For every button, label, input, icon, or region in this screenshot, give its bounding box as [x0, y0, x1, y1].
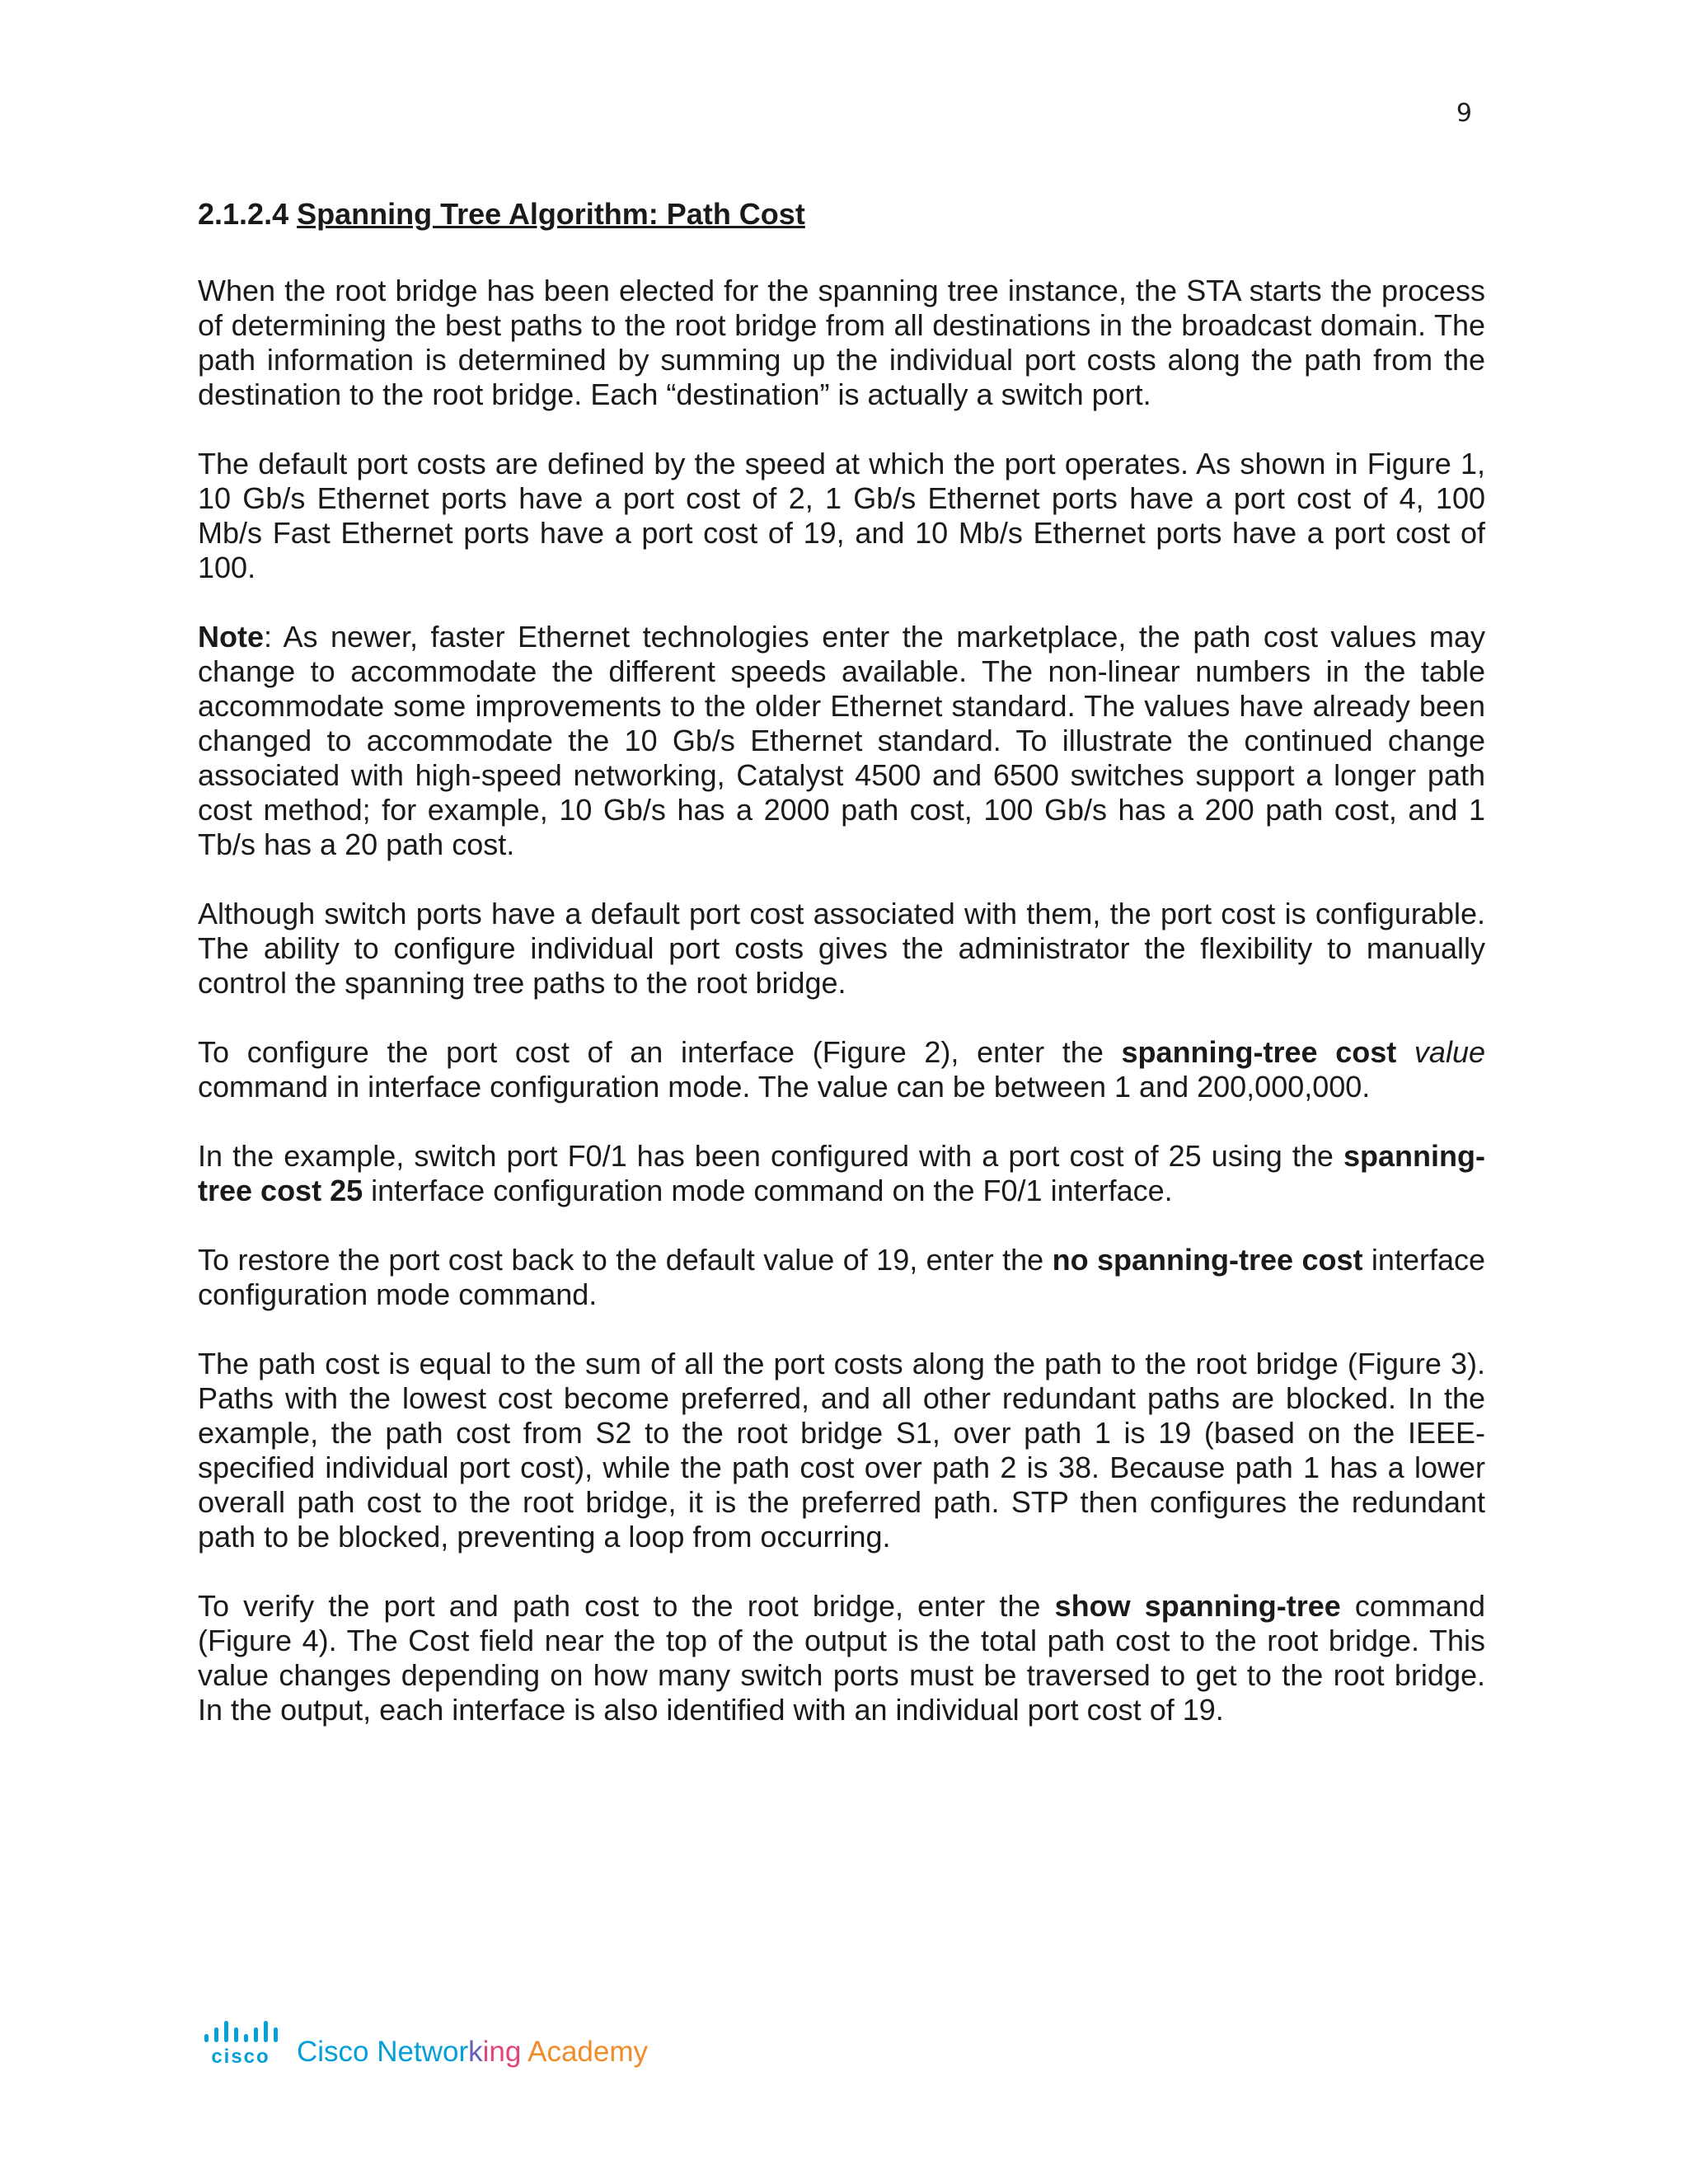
- academy-text-part-3: ing: [482, 2036, 528, 2068]
- paragraph-note: [198, 620, 1485, 862]
- p5-text-a: To configure the port cost of an interface (Figure 2), enter the: [198, 1035, 1122, 1069]
- p6-text-a: In the example, switch port F0/1 has been configured with a port cost of 25 using the: [198, 1139, 1344, 1173]
- paragraph-6: [198, 1139, 1485, 1208]
- paragraph-8: The path cost is equal to the sum of all the port costs along the path to the root bridge (Figure 3). Paths with the lowest cost become preferred, and all other redundant paths are blocked. In the example, the path cost from S2 to the root bridge S1, over path 1 is 19 (based on the IEEE-specified individual port cost), while the path cost over path 2 is 38. Because path 1 has a lower overall path cost to the root bridge, it is the preferred path. STP then configures the redundant path to be blocked, preventing a loop from occurring.: [198, 1347, 1485, 1554]
- cisco-bridge-icon: [203, 2021, 279, 2046]
- command-argument-value: value: [1414, 1035, 1485, 1069]
- academy-text-part-1: Cisco Networ: [297, 2036, 469, 2068]
- paragraph-7: [198, 1243, 1485, 1312]
- academy-wordmark: [297, 2036, 648, 2069]
- page-number: 9: [1456, 99, 1472, 128]
- p7-text-a: To restore the port cost back to the default value of 19, enter the: [198, 1243, 1053, 1277]
- academy-text-part-2: k: [468, 2036, 483, 2068]
- command-spanning-tree-cost: spanning-tree cost: [1121, 1035, 1397, 1069]
- command-show-spanning-tree: show spanning-tree: [1054, 1589, 1341, 1623]
- document-body: [198, 194, 1485, 1727]
- p5-text-b: command in interface configuration mode. The value can be between 1 and 200,000,000.: [198, 1070, 1371, 1104]
- p7-text-b: interface configuration mode command.: [198, 1243, 1486, 1311]
- paragraph-5: [198, 1035, 1485, 1104]
- paragraph-9: [198, 1589, 1485, 1727]
- paragraph-4: Although switch ports have a default port cost associated with them, the port cost is configurable. The ability to configure individual port costs gives the administrator the flexibility to manually control the spanning tree paths to the root bridge.: [198, 897, 1485, 1000]
- section-title: Spanning Tree Algorithm: Path Cost: [297, 197, 805, 231]
- p9-text-a: To verify the port and path cost to the root bridge, enter the: [198, 1589, 1055, 1623]
- section-heading: [198, 194, 1485, 234]
- note-label: Note: [198, 620, 264, 654]
- academy-text-part-4: Academy: [528, 2036, 649, 2068]
- cisco-wordmark: cisco: [211, 2046, 270, 2068]
- note-text: : As newer, faster Ethernet technologies enter the marketplace, the path cost values may change to accommodate the different speeds available. The non-linear numbers in the table accommodate some improvements to the older Ethernet standard. The values have already been changed to accommodate the 10 Gb/s Ethernet standard. To illustrate the continued change associated with high-speed networking, Catalyst 4500 and 6500 switches support a longer path cost method; for example, 10 Gb/s has a 2000 path cost, 100 Gb/s has a 200 path cost, and 1 Tb/s has a 20 path cost.: [198, 620, 1485, 861]
- p9-text-b: command (Figure 4). The Cost field near the top of the output is the total path cost to the root bridge. This value changes depending on how many switch ports must be traversed to get to the root bridge. In the output, each interface is also identified with an individual port cost of 19.: [198, 1589, 1485, 1727]
- command-spanning-tree-cost-25: spanning-tree cost 25: [198, 1139, 1485, 1207]
- cisco-mark: [203, 2021, 279, 2067]
- paragraph-1: When the root bridge has been elected for the spanning tree instance, the STA starts the process of determining the best paths to the root bridge from all destinations in the broadcast domain. The path information is determined by summing up the individual port costs along the path from the destination to the root bridge. Each “destination” is actually a switch port.: [198, 274, 1485, 411]
- cisco-academy-logo: [203, 2021, 648, 2067]
- paragraph-2: The default port costs are defined by the speed at which the port operates. As shown in Figure 1, 10 Gb/s Ethernet ports have a port cost of 2, 1 Gb/s Ethernet ports have a port cost of 4, 100 Mb/s Fast Ethernet ports have a port cost of 19, and 10 Mb/s Ethernet ports have a port cost of 100.: [198, 447, 1485, 584]
- section-number: 2.1.2.4: [198, 197, 289, 231]
- command-no-spanning-tree-cost: no spanning-tree cost: [1052, 1243, 1363, 1277]
- p5-space: [1396, 1035, 1414, 1069]
- p6-text-b: interface configuration mode command on the F0/1 interface.: [363, 1174, 1173, 1207]
